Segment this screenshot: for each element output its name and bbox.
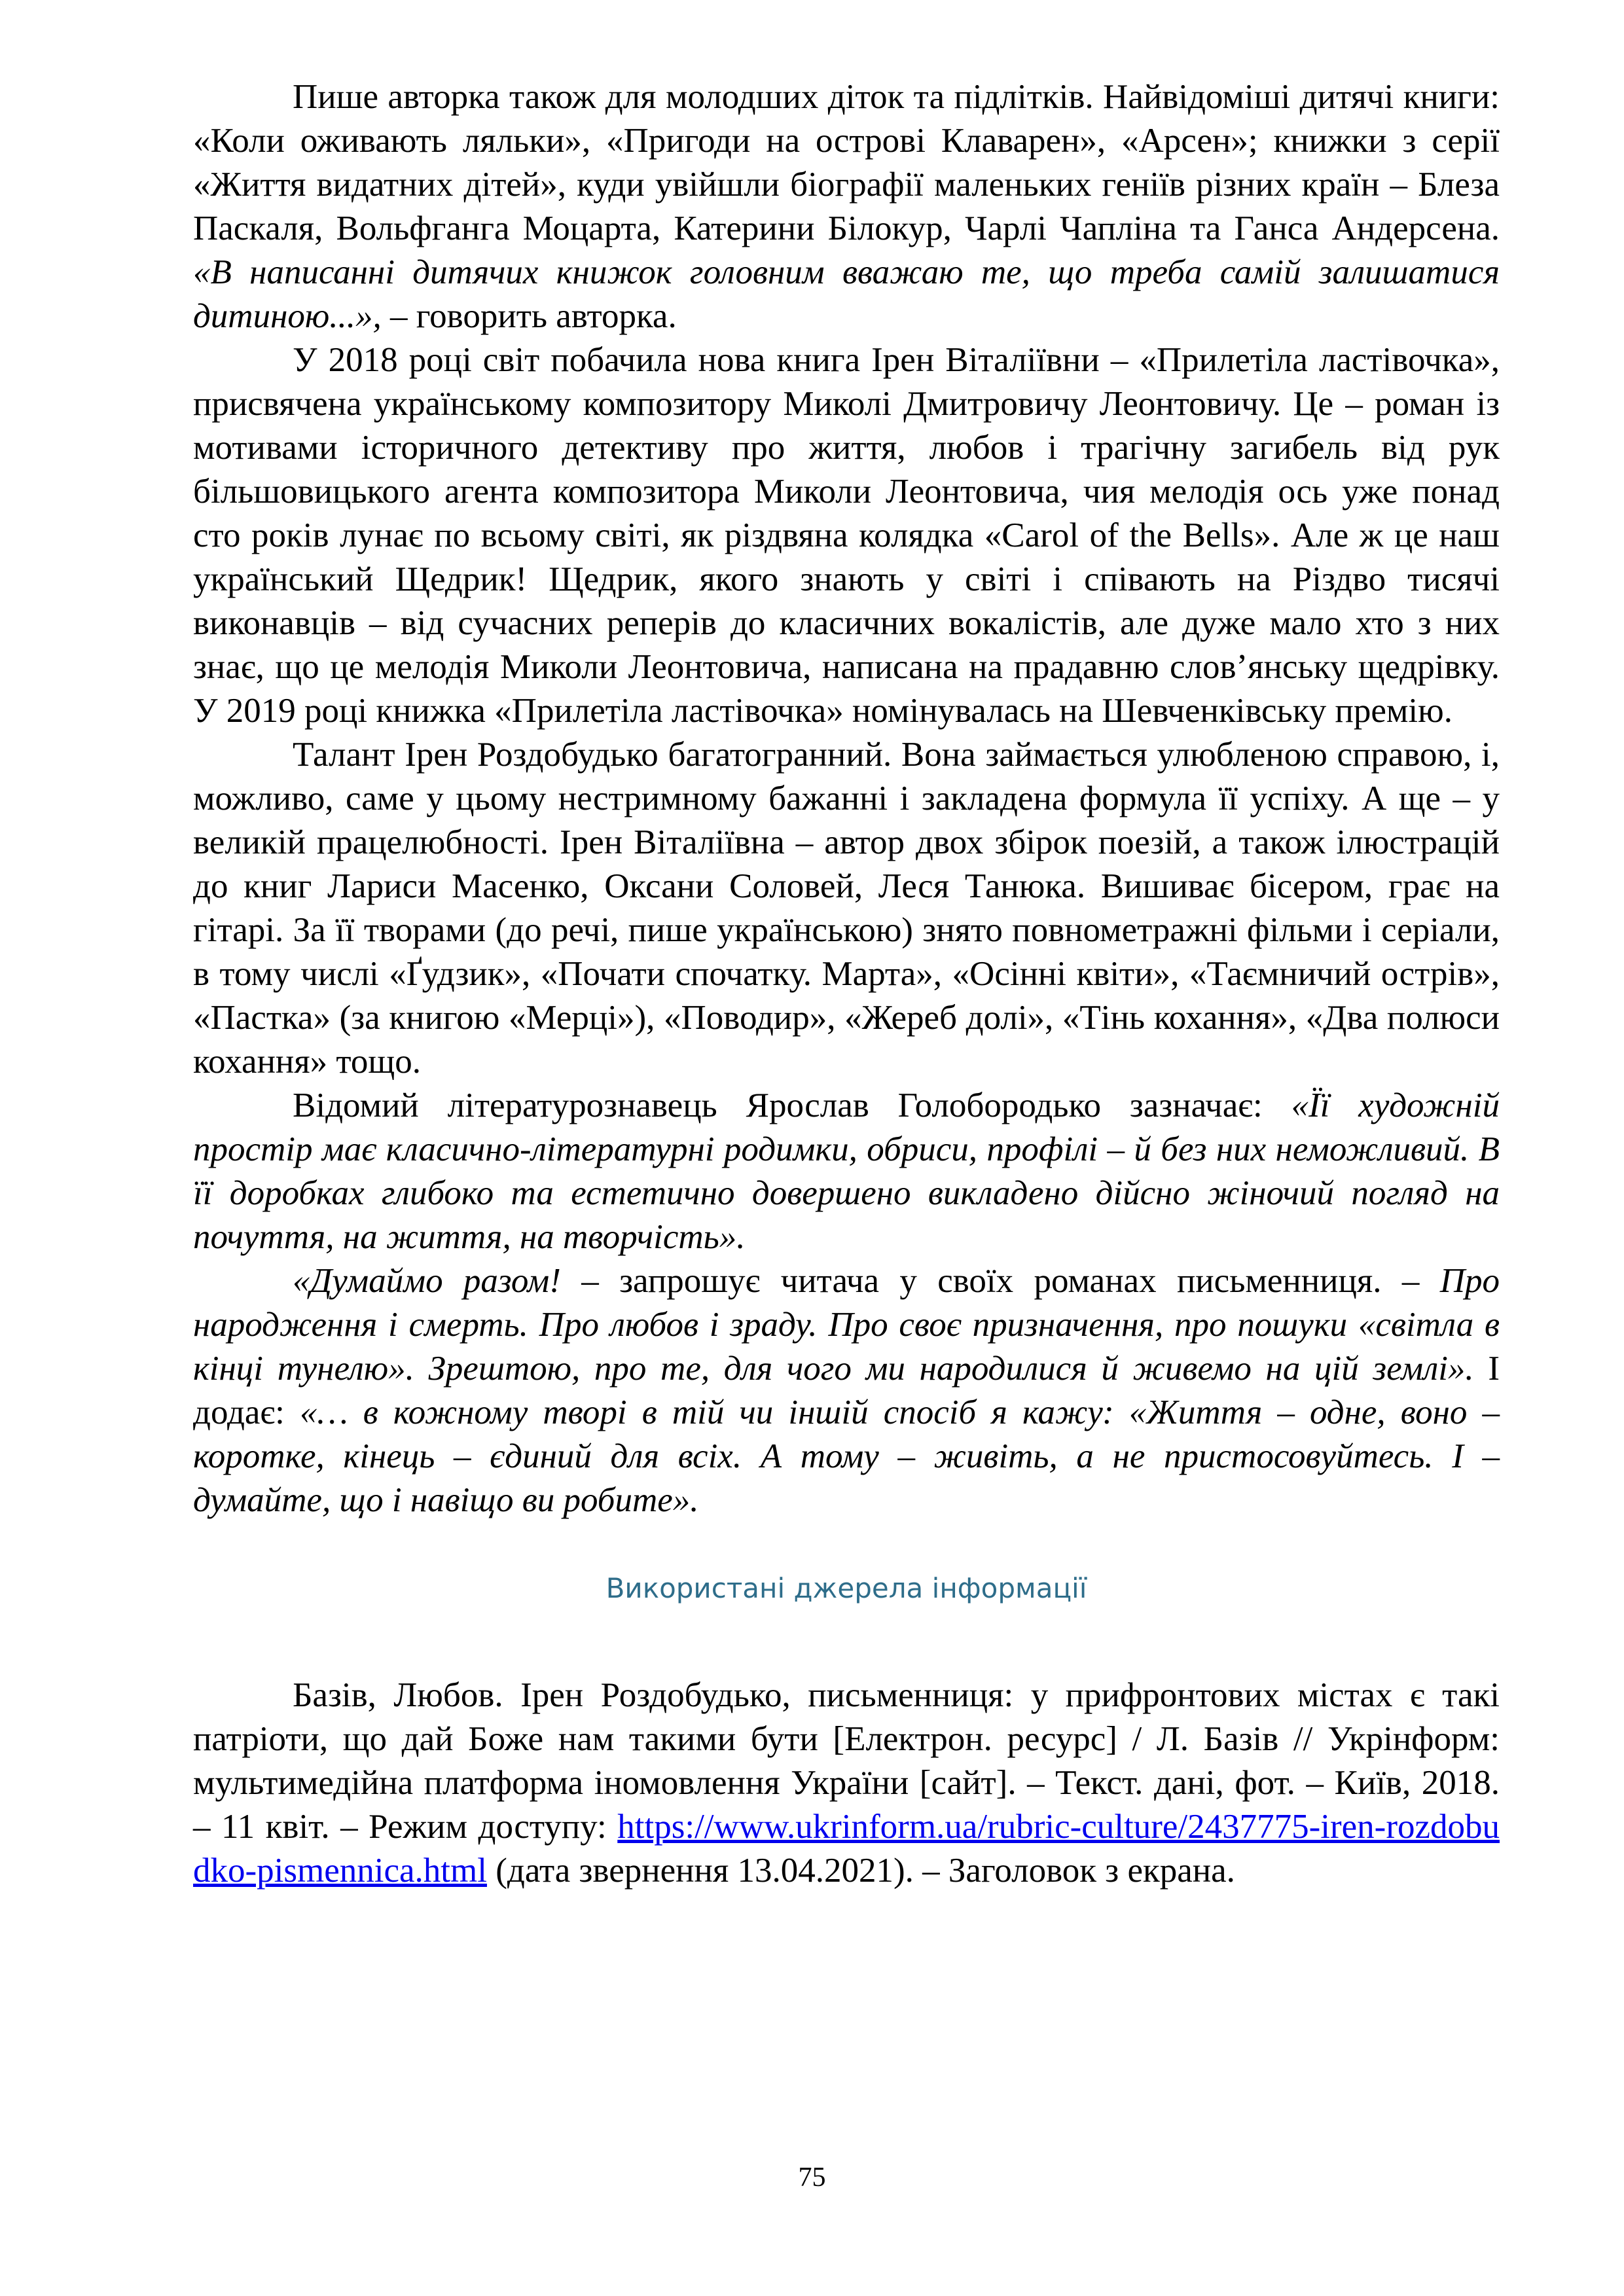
author-quote: «В написанні дитячих книжок головним вважаю те, що треба самій залишатися дитиною...», [193,253,1500,335]
paragraph-text: І додає: [193,1350,1500,1431]
source-citation: Базів, Любов. Ірен Роздобудько, письменниця: у прифронтових містах є такі патріоти, що дай Боже нам такими бути [Електрон. ресурс] / Л. Базів // Укрінформ: мультимедійна платформа іномовлення України [сайт]. – Текст. дані, фот. – Київ, 2018. – 11 квіт. – Режим доступу: [193,1676,1500,1846]
paragraph-think-together [193,1259,1500,1522]
paragraph-text: – говорить авторка. [381,297,677,335]
source-entry [193,1674,1500,1893]
author-quote: Про народження і смерть. Про любов і зраду. Про своє призначення, про пошуки «світла в кінці тунелю». Зрештою, про те, для чого ми народилися й живемо на цій землі». [193,1262,1500,1388]
document-page [193,75,1500,1893]
source-access-date: (дата звернення 13.04.2021). – Заголовок з екрана. [486,1852,1235,1890]
critic-quote: «Її художній простір має класично-літературні родимки, обриси, профілі – й без них неможливий. В її доробках глибоко та естетично довершено викладено дійсно жіночий погляд на почуття, на життя, на творчість». [193,1086,1500,1256]
page-number: 75 [798,2162,826,2193]
author-quote: «Думаймо разом! [293,1262,561,1300]
paragraph-text: – запрошує читача у своїх романах письменниця. – [560,1262,1440,1300]
paragraph-text: Відомий літературознавець Ярослав Голобородько зазначає: [293,1086,1291,1124]
author-quote: «… в кожному творі в тій чи іншій спосіб я кажу: «Життя – одне, воно – коротке, кінець – єдиний для всіх. А тому – живіть, а не пристосовуйтесь. І – думайте, що і навіщо ви робите». [193,1393,1500,1519]
paragraph-leontovych-novel: У 2018 році світ побачила нова книга Ірен Віталіївни – «Прилетіла ластівочка», присвячена українському композитору Миколі Дмитровичу Леонтовичу. Це – роман із мотивами історичного детективу про життя, любов і трагічну загибель від рук більшовицького агента композитора Миколи Леонтовича, чия мелодія ось уже понад сто років лунає по всьому світі, як різдвяна колядка «Carol of the Bells». Але ж це наш український Щедрик! Щедрик, якого знають у світі і співають на Різдво тисячі виконавців – від сучасних реперів до класичних вокалістів, але дуже мало хто з них знає, що це мелодія Миколи Леонтовича, написана на прадавню слов’янську щедрівку. У 2019 році книжка «Прилетіла ластівочка» номінувалась на Шевченківську премію. [193,341,1500,730]
paragraph-text: Пише авторка також для молодших діток та підлітків. Найвідоміші дитячі книги: «Коли оживають ляльки», «Пригоди на острові Клаварен», «Арсен»; книжки з серії «Життя видатних дітей», куди увійшли біографії маленьких геніїв різних країн – Блеза Паскаля, Вольфганга Моцарта, Катерини Білокур, Чарлі Чапліна та Ганса Андерсена. [193,78,1500,247]
paragraph-critic-quote [193,1084,1500,1259]
sources-heading: Використані джерела інформації [605,1572,1087,1604]
paragraph-children-books [193,75,1500,338]
paragraph-talent: Талант Ірен Роздобудько багатогранний. Вона займається улюбленою справою, і, можливо, саме у цьому нестримному бажанні і закладена формула її успіху. А ще – у великій працелюбності. Ірен Віталіївна – автор двох збірок поезій, а також ілюстрацій до книг Лариси Масенко, Оксани Соловей, Леся Танюка. Вишиває бісером, грає на гітарі. За її творами (до речі, пише українською) знято повнометражні фільми і серіали, в тому числі «Ґудзик», «Почати спочатку. Марта», «Осінні квіти», «Таємничий острів», «Пастка» (за книгою «Мерці»), «Поводир», «Жереб долі», «Тінь кохання», «Два полюси кохання» тощо. [193,736,1500,1081]
source-link[interactable]: https://www.ukrinform.ua/rubric-culture/2437775-iren-rozdobudko-pismennica.html [193,1808,1500,1890]
